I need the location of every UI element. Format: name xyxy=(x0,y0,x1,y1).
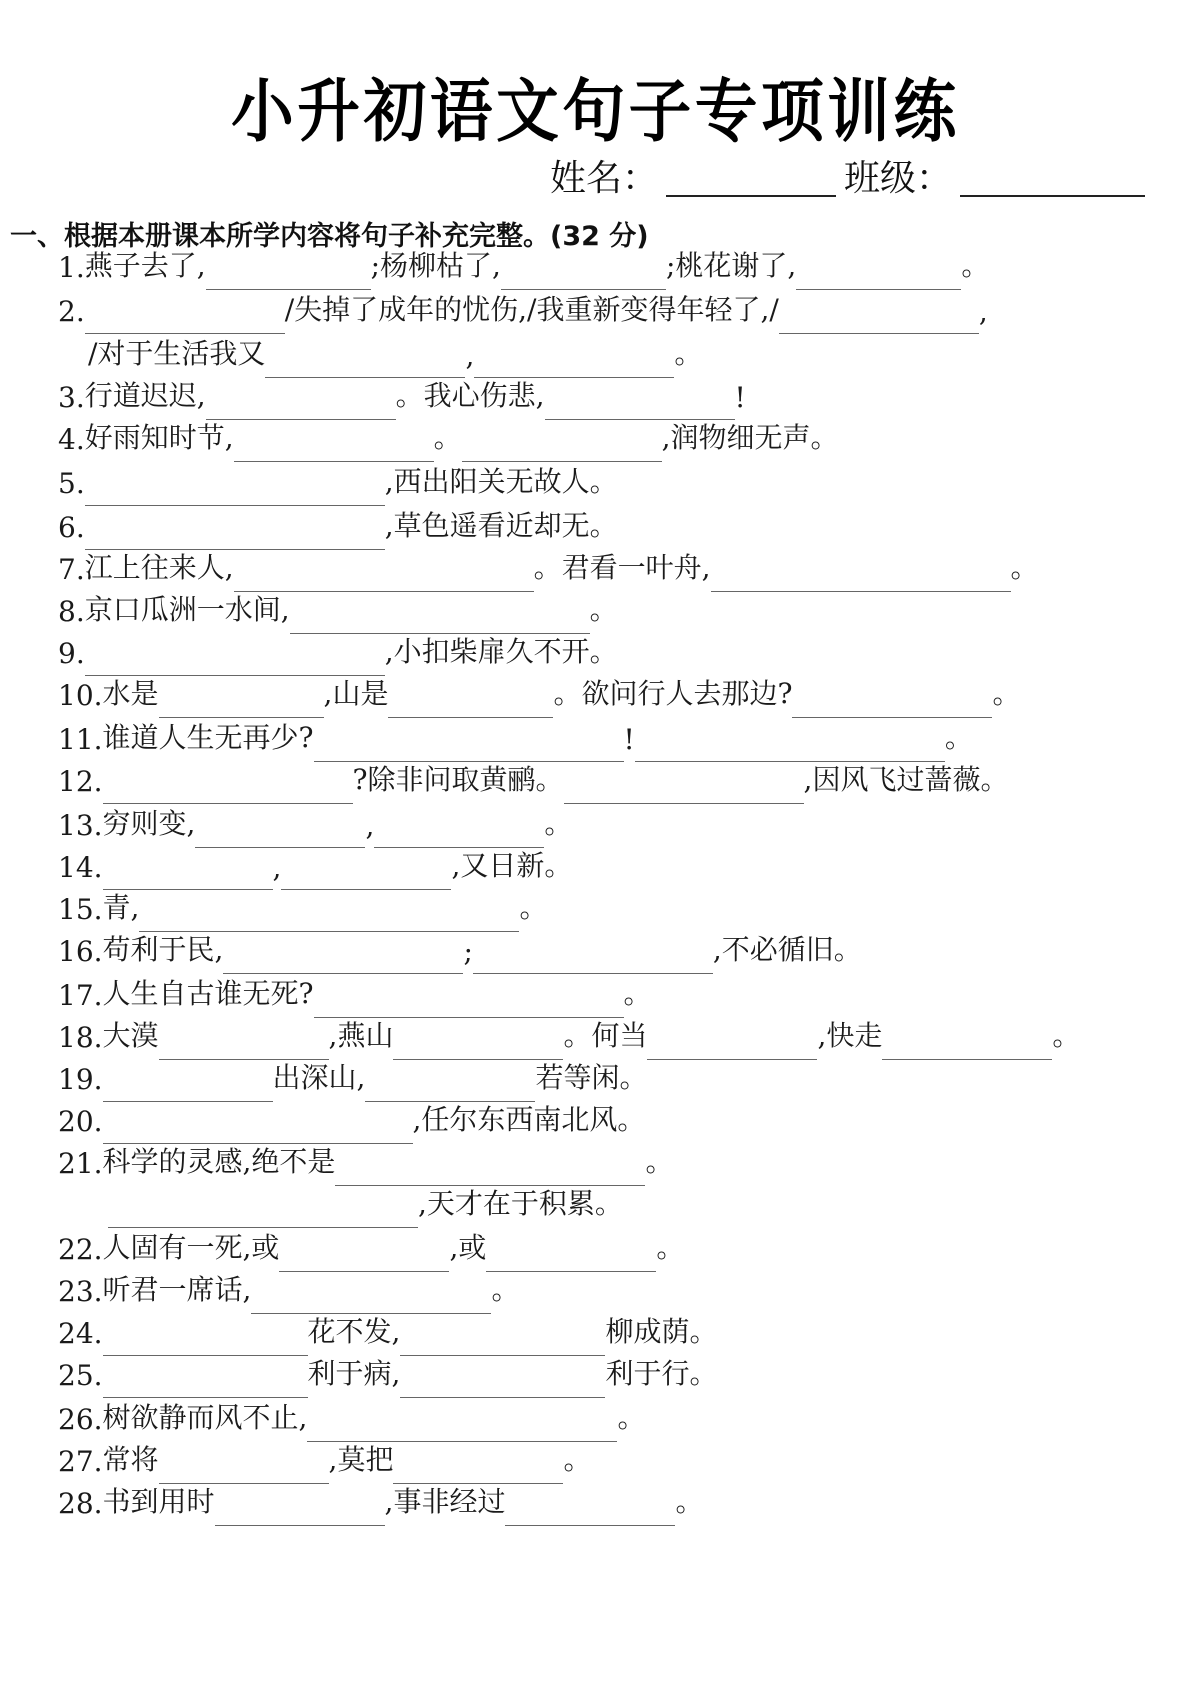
answer-blank[interactable] xyxy=(108,1197,418,1228)
question-line xyxy=(58,758,1008,798)
question-text: 。我心伤悲, xyxy=(395,379,545,412)
question-text: ,小扣柴扉久不开。 xyxy=(384,635,618,668)
question-number: 21. xyxy=(58,1147,103,1180)
question-number: 27. xyxy=(58,1445,103,1478)
question-text: 听君一席话, xyxy=(102,1273,252,1306)
question-number: 25. xyxy=(58,1359,103,1392)
question-line xyxy=(58,1140,673,1180)
answer-blank[interactable] xyxy=(234,431,434,462)
question-text: 江上往来人, xyxy=(84,551,234,584)
question-number: 16. xyxy=(58,935,103,968)
question-text: 。 xyxy=(589,593,618,626)
question-line xyxy=(58,886,547,926)
question-text: 行道迟迟, xyxy=(84,379,206,412)
question-line xyxy=(58,672,1020,712)
question-text: ,又日新。 xyxy=(451,849,573,882)
name-field[interactable] xyxy=(666,155,836,197)
question-line xyxy=(58,1396,645,1436)
question-number: 1. xyxy=(58,251,85,284)
question-number: 24. xyxy=(58,1317,103,1350)
class-field[interactable] xyxy=(960,155,1145,197)
question-text: 。 xyxy=(1052,1019,1081,1052)
question-number: 22. xyxy=(58,1233,103,1266)
question-text: 。君看一叶舟, xyxy=(533,551,711,584)
question-number: 23. xyxy=(58,1275,103,1308)
question-text: ,任尔东西南北风。 xyxy=(412,1103,646,1136)
question-text: ,莫把 xyxy=(328,1443,394,1476)
answer-blank[interactable] xyxy=(501,259,666,290)
answer-blank[interactable] xyxy=(792,687,992,718)
question-number: 5. xyxy=(58,467,85,500)
question-number: 3. xyxy=(58,381,85,414)
question-text: 。 xyxy=(544,807,573,840)
question-line xyxy=(58,1438,591,1478)
question-text: ,润物细无声。 xyxy=(661,421,839,454)
question-text: 出深山, xyxy=(272,1061,366,1094)
answer-blank[interactable] xyxy=(400,1367,605,1398)
question-number: 13. xyxy=(58,809,103,842)
question-text: 京口瓜洲一水间, xyxy=(84,593,290,626)
question-text: 燕子去了, xyxy=(84,249,206,282)
question-text: 树欲静而风不止, xyxy=(102,1401,308,1434)
question-line xyxy=(58,802,572,842)
question-number: 4. xyxy=(58,423,85,456)
question-text: 穷则变, xyxy=(102,807,196,840)
question-text: 若等闲。 xyxy=(535,1061,648,1094)
question-number: 6. xyxy=(58,511,85,544)
answer-blank[interactable] xyxy=(103,773,353,804)
question-text: ?除非问取黄鹂。 xyxy=(352,763,564,796)
question-line xyxy=(58,844,572,884)
question-text: 。 xyxy=(656,1231,685,1264)
question-line xyxy=(58,972,652,1012)
question-text: , xyxy=(978,295,988,328)
question-text: , xyxy=(272,851,282,884)
name-label: 姓名： xyxy=(550,158,659,199)
question-text: ,西出阳关无故人。 xyxy=(384,465,618,498)
question-number: 19. xyxy=(58,1063,103,1096)
question-text: 书到用时 xyxy=(102,1485,215,1518)
question-number: 26. xyxy=(58,1403,103,1436)
question-text: ,或 xyxy=(449,1231,487,1264)
answer-blank[interactable] xyxy=(159,687,324,718)
question-text: 。 xyxy=(944,721,973,754)
page-title: 小升初语文句子专项训练 xyxy=(231,73,960,152)
answer-blank[interactable] xyxy=(473,943,713,974)
question-line xyxy=(58,1098,645,1138)
question-text: 。 xyxy=(563,1443,592,1476)
question-line xyxy=(58,1268,519,1308)
question-line xyxy=(58,588,618,628)
question-text: 花不发, xyxy=(307,1315,401,1348)
question-number: 18. xyxy=(58,1021,103,1054)
question-line xyxy=(58,244,989,284)
question-text: 科学的灵感,绝不是 xyxy=(102,1145,336,1178)
question-text: 。 xyxy=(675,1485,704,1518)
question-text: 青, xyxy=(102,891,140,924)
question-line xyxy=(58,288,988,328)
question-text: 。 xyxy=(645,1145,674,1178)
question-text: ,事非经过 xyxy=(384,1485,506,1518)
answer-blank[interactable] xyxy=(223,943,463,974)
question-line xyxy=(58,374,746,414)
question-text: 苟利于民, xyxy=(102,933,224,966)
question-text: 。 xyxy=(623,977,652,1010)
question-text: ;杨柳枯了, xyxy=(370,249,501,282)
question-text: 。 xyxy=(617,1401,646,1434)
answer-blank[interactable] xyxy=(206,259,371,290)
question-line xyxy=(58,928,862,968)
question-number: 12. xyxy=(58,765,103,798)
question-text: 人生自古谁无死? xyxy=(102,977,314,1010)
question-text: 大漠 xyxy=(102,1019,159,1052)
question-text: 好雨知时节, xyxy=(84,421,234,454)
question-text: /对于生活我又 xyxy=(88,337,266,370)
question-text: ,不必循旧。 xyxy=(712,933,862,966)
question-number: 10. xyxy=(58,679,103,712)
question-line xyxy=(108,1182,623,1222)
question-text: 。 xyxy=(992,677,1021,710)
section-heading: 一、根据本册课本所学内容将句子补充完整。(32 分) xyxy=(10,221,649,252)
question-number: 8. xyxy=(58,595,85,628)
question-number: 20. xyxy=(58,1105,103,1138)
question-text: ! xyxy=(623,723,635,756)
question-line xyxy=(58,546,1039,586)
question-text: ,天才在于积累。 xyxy=(418,1187,623,1220)
answer-blank[interactable] xyxy=(85,303,285,334)
question-text: /失掉了成年的忧伤,/我重新变得年轻了,/ xyxy=(284,293,779,326)
answer-blank[interactable] xyxy=(796,259,961,290)
question-line xyxy=(58,1480,703,1520)
question-number: 15. xyxy=(58,893,103,926)
answer-blank[interactable] xyxy=(564,773,804,804)
question-text: 谁道人生无再少? xyxy=(102,721,314,754)
answer-blank[interactable] xyxy=(647,1029,817,1060)
question-line xyxy=(58,716,973,756)
question-number: 9. xyxy=(58,637,85,670)
question-text: , xyxy=(365,809,375,842)
question-text: 常将 xyxy=(102,1443,159,1476)
answer-blank[interactable] xyxy=(462,431,662,462)
question-text: ,快走 xyxy=(817,1019,883,1052)
answer-blank[interactable] xyxy=(85,475,385,506)
answer-blank[interactable] xyxy=(215,1495,385,1526)
answer-blank[interactable] xyxy=(882,1029,1052,1060)
question-line xyxy=(58,1310,717,1350)
class-label: 班级： xyxy=(844,158,953,199)
question-text: ,山是 xyxy=(323,677,389,710)
question-text: ,草色遥看近却无。 xyxy=(384,509,618,542)
question-line xyxy=(58,504,618,544)
question-line xyxy=(58,1352,717,1392)
question-text: 利于病, xyxy=(307,1357,401,1390)
question-line xyxy=(58,1014,1080,1054)
question-line xyxy=(88,332,702,372)
question-text: 。 xyxy=(491,1273,520,1306)
answer-blank[interactable] xyxy=(505,1495,675,1526)
question-number: 14. xyxy=(58,851,103,884)
question-text: ;桃花谢了, xyxy=(665,249,797,282)
question-line xyxy=(58,630,618,670)
question-number: 17. xyxy=(58,979,103,1012)
question-text: 。 xyxy=(1010,551,1039,584)
question-text: 。 xyxy=(433,421,462,454)
question-text: ! xyxy=(734,381,746,414)
question-line xyxy=(58,1056,647,1096)
question-line xyxy=(58,1226,684,1266)
answer-blank[interactable] xyxy=(388,687,553,718)
question-line xyxy=(58,460,618,500)
question-text: 水是 xyxy=(102,677,159,710)
question-text: 。 xyxy=(674,337,703,370)
question-line xyxy=(58,416,839,456)
question-text: 。 xyxy=(961,249,990,282)
answer-blank[interactable] xyxy=(103,1367,308,1398)
answer-blank[interactable] xyxy=(779,303,979,334)
question-text: ; xyxy=(463,935,473,968)
question-number: 7. xyxy=(58,553,85,586)
question-text: ,因风飞过蔷薇。 xyxy=(803,763,1009,796)
question-text: 。何当 xyxy=(563,1019,648,1052)
student-info xyxy=(550,155,1153,201)
question-text: ,燕山 xyxy=(328,1019,394,1052)
question-text: 柳成荫。 xyxy=(605,1315,718,1348)
question-text: 。欲问行人去那边? xyxy=(553,677,793,710)
answer-blank[interactable] xyxy=(711,561,1011,592)
question-text: , xyxy=(465,339,475,372)
question-text: 人固有一死,或 xyxy=(102,1231,280,1264)
question-number: 28. xyxy=(58,1487,103,1520)
question-number: 2. xyxy=(58,295,85,328)
question-number: 11. xyxy=(58,723,103,756)
question-text: 利于行。 xyxy=(605,1357,718,1390)
question-text: 。 xyxy=(519,891,548,924)
